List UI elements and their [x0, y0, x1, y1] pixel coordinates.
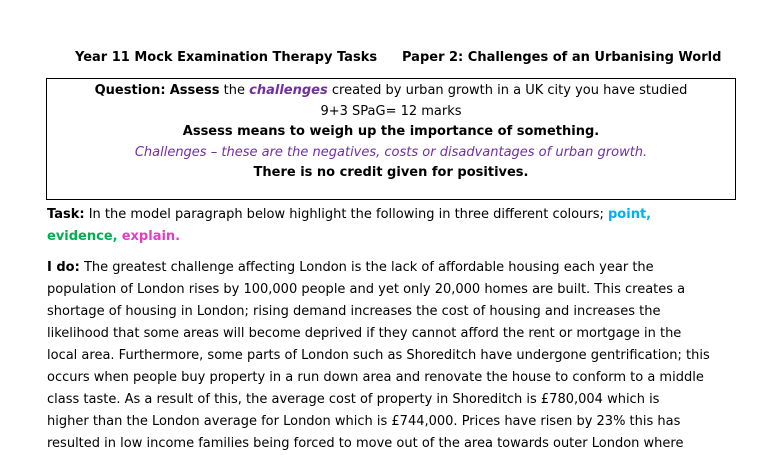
header-paper: Paper 2: Challenges of an Urbanising World — [402, 50, 722, 65]
task-text: In the model paragraph below highlight the following in three different colours; — [88, 207, 604, 222]
model-paragraph — [47, 257, 747, 455]
task-explain: explain. — [121, 229, 181, 244]
task-label: Task: — [47, 207, 85, 222]
question-label: Question: — [94, 83, 166, 98]
task-instructions — [47, 204, 747, 248]
marks-line: 9+3 SPaG= 12 marks — [320, 103, 462, 119]
challenges-definition: – these are the negatives, costs or disadvantages of urban growth. — [210, 144, 648, 160]
task-point: point, — [608, 207, 652, 222]
question-challenges-word: challenges — [249, 83, 328, 98]
question-the: the — [223, 83, 246, 98]
ido-label: I do: — [47, 260, 80, 275]
paragraph-line: resulted in low income families being forced to move out of the area towards outer London where — [47, 436, 684, 451]
paragraph-line — [47, 257, 747, 279]
assess-definition: Assess means to weigh up the importance of something. — [182, 124, 600, 139]
paragraph-line: shortage of housing in London; rising demand increases the cost of housing and increases the — [47, 304, 661, 319]
paragraph-line: occurs when people buy property in a run down area and renovate the house to conform to a middle — [47, 370, 704, 385]
paragraph-text: The greatest challenge affecting London is the lack of affordable housing each year the — [83, 260, 654, 275]
question-rest: created by urban growth in a UK city you have studied — [331, 83, 688, 98]
paragraph-line: likelihood that some areas will become deprived if they cannot afford the rent or mortgage in the — [47, 326, 682, 341]
paragraph-line: population of London rises by 100,000 people and yet only 20,000 homes are built. This creates a — [47, 282, 686, 297]
task-evidence: evidence, — [47, 229, 118, 244]
question-line — [47, 81, 735, 102]
challenges-definition-line — [47, 143, 735, 164]
no-credit-note: There is no credit given for positives. — [253, 165, 529, 180]
paragraph-line: class taste. As a result of this, the average cost of property in Shoreditch is £780,004 which is — [47, 392, 660, 407]
paragraph-line: local area. Furthermore, some parts of London such as Shoreditch have undergone gentrification; this — [47, 348, 710, 363]
paragraph-line: higher than the London average for London which is £744,000. Prices have risen by 23% this has — [47, 414, 681, 429]
question-command-word: Assess — [169, 83, 220, 98]
question-box — [46, 78, 736, 200]
challenges-term: Challenges — [134, 144, 207, 160]
header-title: Year 11 Mock Examination Therapy Tasks — [75, 50, 378, 65]
